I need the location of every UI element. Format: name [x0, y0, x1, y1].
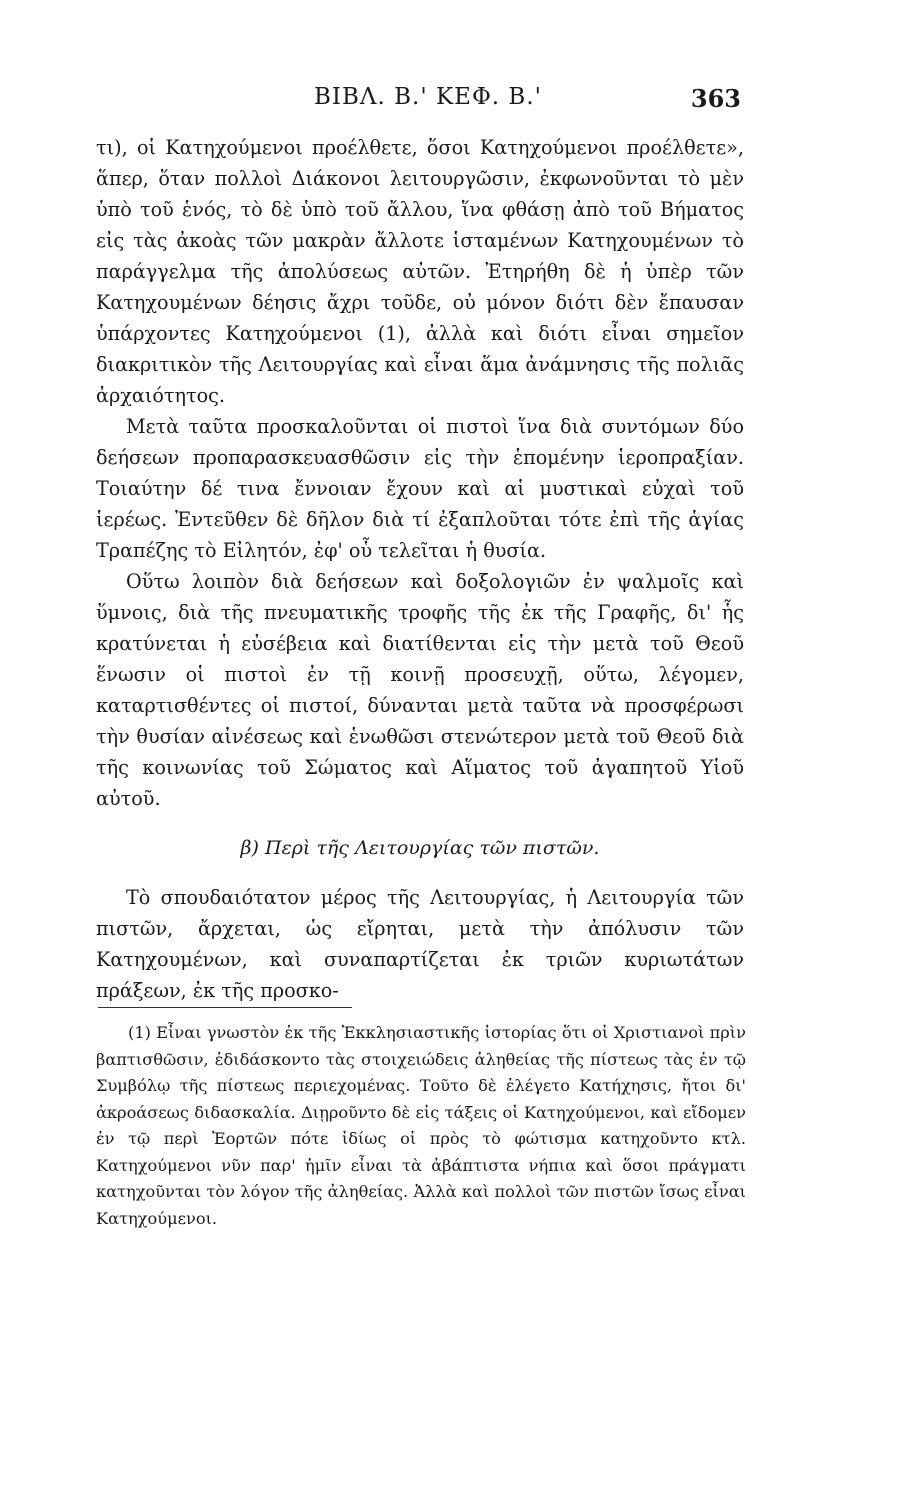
page-header	[96, 84, 741, 124]
footnote-rule	[98, 1007, 352, 1008]
paragraph: Τὸ σπουδαιότατον μέρος τῆς Λειτουργίας, ἡ Λειτουργία τῶν πιστῶν, ἄρχεται, ὡς εἴρηται, μετὰ τὴν ἀπόλυσιν τῶν Κατηχουμένων, καὶ συναπαρτίζεται ἐκ τριῶν κυριωτάτων πράξεων, ἐκ τῆς προσκο-	[96, 886, 744, 1002]
footnote	[96, 1020, 746, 1232]
footnote-text: (1) Εἶναι γνωστὸν ἐκ τῆς Ἐκκλησιαστικῆς ἱστορίας ὅτι οἱ Χριστιανοὶ πρὶν βαπτισθῶσιν, ἐδιδάσκοντο τὰς στοιχειώδεις ἀληθείας τῆς πίστεως τὰς ἐν τῷ Συμβόλῳ τῆς πίστεως περιεχομένας. Τοῦτο δὲ ἐλέγετο Κατήχησις, ἤτοι δι' ἀκροάσεως διδασκαλία. Διῃροῦντο δὲ εἰς τάξεις οἱ Κατηχούμενοι, καὶ εἴδομεν ἐν τῷ περὶ Ἑορτῶν πότε ἰδίως οἱ πρὸς τὸ φώτισμα κατηχοῦντο κτλ. Κατηχούμενοι νῦν παρ' ἡμῖν εἶναι τὰ ἀβάπτιστα νήπια καὶ ὅσοι πράγματι κατηχοῦνται τὸν λόγον τῆς ἀληθείας. Ἀλλὰ καὶ πολλοὶ τῶν πιστῶν ἴσως εἶναι Κατηχούμενοι.	[96, 1023, 746, 1228]
running-head: ΒΙΒΛ. Β.' ΚΕΦ. Β.'	[314, 84, 542, 110]
paragraph-continued: τι), οἱ Κατηχούμενοι προέλθετε, ὅσοι Κατηχούμενοι προέλθετε», ἅπερ, ὅταν πολλοὶ Διάκονοι λειτουργῶσιν, ἐκφωνοῦνται τὸ μὲν ὑπὸ τοῦ ἑνός, τὸ δὲ ὑπὸ τοῦ ἄλλου, ἵνα φθάσῃ ἀπὸ τοῦ Βήματος εἰς τὰς ἀκοὰς τῶν μακρὰν ἄλλοτε ἱσταμένων Κατηχουμένων τὸ παράγγελμα τῆς ἀπολύσεως αὐτῶν. Ἐτηρήθη δὲ ἡ ὑπὲρ τῶν Κατηχουμένων δέησις ἄχρι τοῦδε, οὐ μόνον διότι δὲν ἔπαυσαν ὑπάρχοντες Κατηχούμενοι (1), ἀλλὰ καὶ διότι εἶναι σημεῖον διακριτικὸν τῆς Λειτουργίας καὶ εἶναι ἅμα ἀνάμνησις τῆς πολιᾶς ἀρχαιότητος.	[96, 136, 744, 407]
section-heading: β) Περὶ τῆς Λειτουργίας τῶν πιστῶν.	[240, 837, 600, 859]
paragraph: Οὕτω λοιπὸν διὰ δεήσεων καὶ δοξολογιῶν ἐν ψαλμοῖς καὶ ὕμνοις, διὰ τῆς πνευματικῆς τροφῆς τῆς ἐκ τῆς Γραφῆς, δι' ἧς κρατύνεται ἡ εὐσέβεια καὶ διατίθενται εἰς τὴν μετὰ τοῦ Θεοῦ ἕνωσιν οἱ πιστοὶ ἐν τῇ κοινῇ προσευχῇ, οὕτω, λέγομεν, καταρτισθέντες οἱ πιστοί, δύνανται μετὰ ταῦτα νὰ προσφέρωσι τὴν θυσίαν αἰνέσεως καὶ ἑνωθῶσι στενώτερον μετὰ τοῦ Θεοῦ διὰ τῆς κοινωνίας τοῦ Σώματος καὶ Αἵματος τοῦ ἀγαπητοῦ Υἱοῦ αὐτοῦ.	[96, 570, 744, 810]
page-number: 363	[690, 84, 741, 113]
main-text	[96, 132, 744, 1006]
paragraph: Μετὰ ταῦτα προσκαλοῦνται οἱ πιστοὶ ἵνα διὰ συντόμων δύο δεήσεων προπαρασκευασθῶσιν εἰς τὴν ἑπομένην ἱεροπραξίαν. Τοιαύτην δέ τινα ἔννοιαν ἔχουν καὶ αἱ μυστικαὶ εὐχαὶ τοῦ ἱερέως. Ἐντεῦθεν δὲ δῆλον διὰ τί ἐξαπλοῦται τότε ἐπὶ τῆς ἁγίας Τραπέζης τὸ Εἰλητόν, ἐφ' οὗ τελεῖται ἡ θυσία.	[96, 415, 744, 562]
